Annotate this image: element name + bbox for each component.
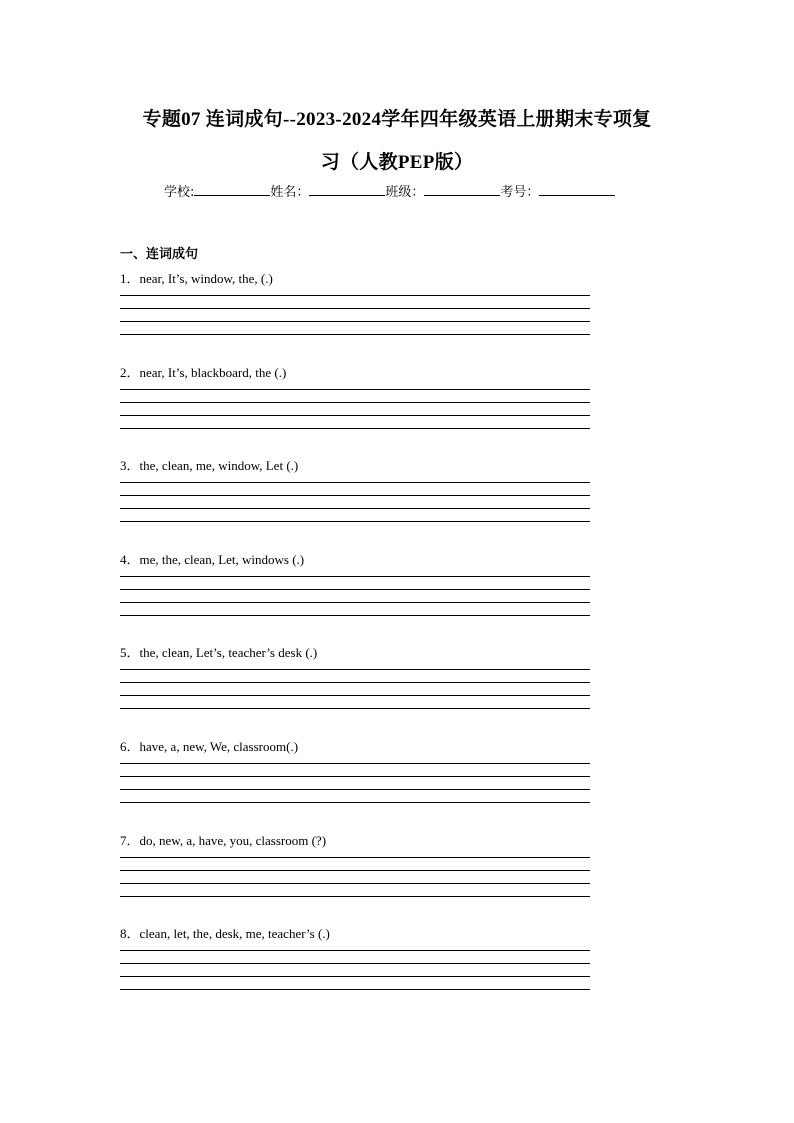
- answer-lines[interactable]: [120, 576, 590, 616]
- answer-line[interactable]: [120, 590, 590, 603]
- question-words: have, a, new, We, classroom(.): [139, 739, 299, 754]
- question-number: 3．: [120, 458, 140, 473]
- question-4: [120, 551, 590, 616]
- name-field: [270, 181, 385, 200]
- question-8: [120, 925, 590, 990]
- answer-line[interactable]: [120, 884, 590, 897]
- question-number: 2．: [120, 365, 140, 380]
- answer-line[interactable]: [120, 977, 590, 990]
- answer-line[interactable]: [120, 670, 590, 683]
- school-blank[interactable]: [194, 182, 270, 196]
- answer-line[interactable]: [120, 683, 590, 696]
- class-blank[interactable]: [424, 182, 500, 196]
- question-number: 1．: [120, 271, 140, 286]
- question-2: [120, 364, 590, 429]
- answer-line[interactable]: [120, 858, 590, 871]
- student-info-row: [164, 181, 615, 200]
- page-title-line-2: 习（人教PEP版）: [320, 152, 474, 173]
- question-7: [120, 832, 590, 897]
- name-blank[interactable]: [309, 182, 385, 196]
- exam-number-blank[interactable]: [539, 182, 615, 196]
- answer-lines[interactable]: [120, 763, 590, 803]
- answer-lines[interactable]: [120, 389, 590, 429]
- answer-line[interactable]: [120, 577, 590, 590]
- question-3: [120, 457, 590, 522]
- question-words: me, the, clean, Let, windows (.): [139, 552, 305, 567]
- name-label: 姓名：: [270, 185, 310, 200]
- answer-line[interactable]: [120, 296, 590, 309]
- answer-lines[interactable]: [120, 482, 590, 522]
- answer-lines[interactable]: [120, 295, 590, 335]
- answer-lines[interactable]: [120, 669, 590, 709]
- answer-line[interactable]: [120, 871, 590, 884]
- question-text: [120, 832, 590, 850]
- answer-line[interactable]: [120, 790, 590, 803]
- question-words: the, clean, Let’s, teacher’s desk (.): [139, 645, 318, 660]
- class-label: 班级：: [385, 185, 425, 200]
- answer-lines[interactable]: [120, 857, 590, 897]
- question-text: [120, 925, 590, 943]
- answer-line[interactable]: [120, 483, 590, 496]
- question-6: [120, 738, 590, 803]
- answer-line[interactable]: [120, 309, 590, 322]
- question-words: near, It’s, blackboard, the (.): [139, 365, 287, 380]
- question-number: 4．: [120, 552, 140, 567]
- answer-line[interactable]: [120, 496, 590, 509]
- answer-line[interactable]: [120, 951, 590, 964]
- question-5: [120, 644, 590, 709]
- answer-line[interactable]: [120, 322, 590, 335]
- exam-number-label: 考号：: [500, 185, 540, 200]
- page-title-line-1: 专题07 连词成句--2023-2024学年四年级英语上册期末专项复: [142, 109, 652, 130]
- answer-line[interactable]: [120, 764, 590, 777]
- question-words: the, clean, me, window, Let (.): [139, 458, 299, 473]
- exam-number-field: [500, 181, 615, 200]
- school-field: [164, 181, 270, 200]
- question-number: 5．: [120, 645, 140, 660]
- question-text: [120, 457, 590, 475]
- answer-line[interactable]: [120, 603, 590, 616]
- answer-line[interactable]: [120, 964, 590, 977]
- question-number: 7．: [120, 833, 140, 848]
- question-words: clean, let, the, desk, me, teacher’s (.): [139, 926, 330, 941]
- question-text: [120, 270, 590, 288]
- question-text: [120, 644, 590, 662]
- question-number: 8．: [120, 926, 140, 941]
- answer-line[interactable]: [120, 509, 590, 522]
- answer-line[interactable]: [120, 390, 590, 403]
- class-field: [385, 181, 500, 200]
- question-1: [120, 270, 590, 335]
- question-number: 6．: [120, 739, 140, 754]
- school-label: 学校:: [164, 185, 195, 200]
- answer-line[interactable]: [120, 696, 590, 709]
- answer-lines[interactable]: [120, 950, 590, 990]
- answer-line[interactable]: [120, 777, 590, 790]
- section-title: 一、连词成句: [120, 247, 199, 262]
- question-words: near, It’s, window, the, (.): [139, 271, 273, 286]
- question-words: do, new, a, have, you, classroom (?): [139, 833, 327, 848]
- answer-line[interactable]: [120, 403, 590, 416]
- answer-line[interactable]: [120, 416, 590, 429]
- question-text: [120, 738, 590, 756]
- question-text: [120, 364, 590, 382]
- question-text: [120, 551, 590, 569]
